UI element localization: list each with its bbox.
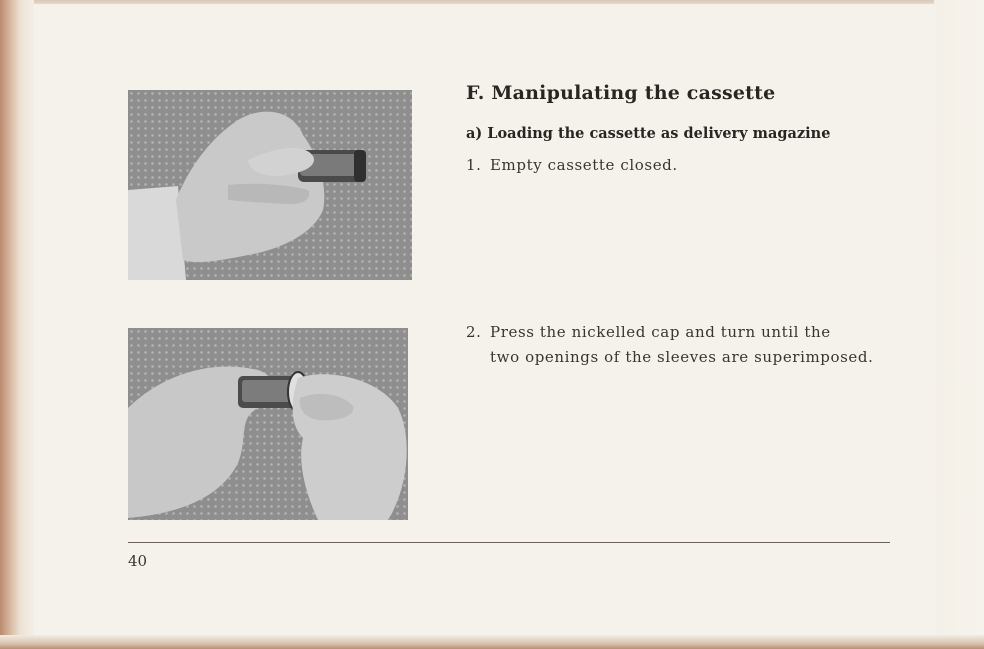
step-1-text: Empty cassette closed. bbox=[490, 156, 678, 174]
step-2-text-line1: Press the nickelled cap and turn until the bbox=[490, 323, 831, 341]
photo-hand-holding-cassette bbox=[128, 90, 412, 280]
page-edge-right bbox=[934, 0, 984, 649]
step-2 bbox=[466, 320, 873, 370]
page-number: 40 bbox=[128, 552, 148, 570]
photo-hands-turning-cap bbox=[128, 328, 408, 520]
page-edge-left bbox=[0, 0, 34, 649]
section-heading: F. Manipulating the cassette bbox=[466, 82, 776, 104]
step-1-number: 1. bbox=[466, 156, 482, 174]
step-1 bbox=[466, 153, 678, 178]
subsection-heading: a) Loading the cassette as delivery magazine bbox=[466, 125, 831, 142]
book-page bbox=[30, 4, 936, 638]
step-2-number: 2. bbox=[466, 323, 482, 341]
page-edge-bottom bbox=[0, 635, 984, 649]
footer-rule bbox=[128, 542, 890, 543]
step-2-text-line2: two openings of the sleeves are superimposed. bbox=[490, 348, 874, 366]
